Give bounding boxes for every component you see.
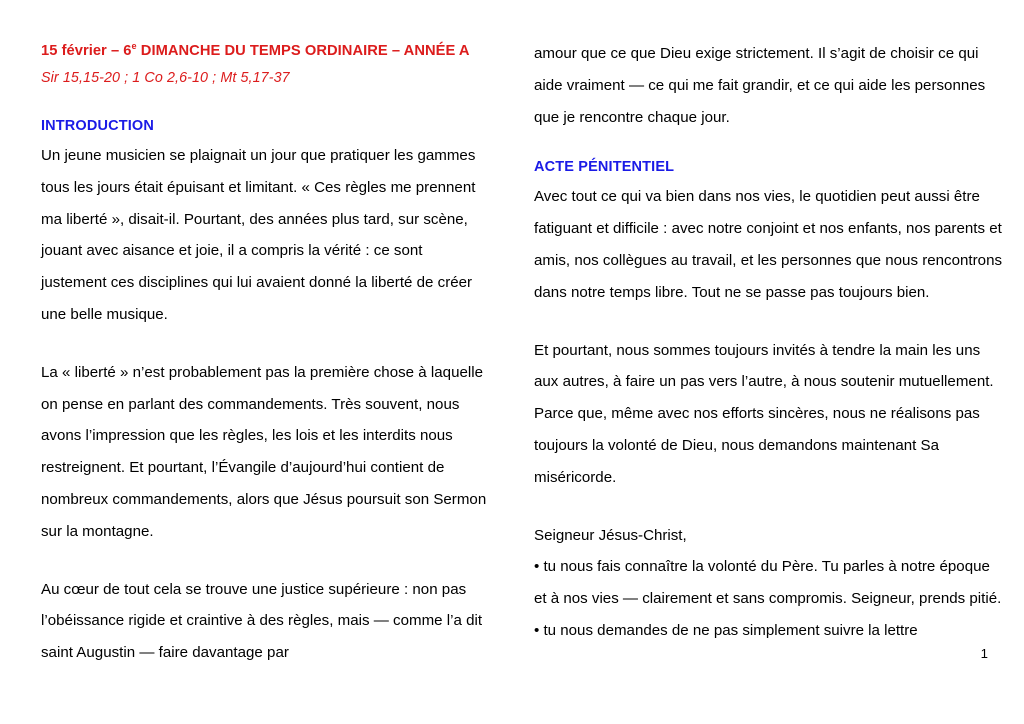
paragraph-intro-3: Au cœur de tout cela se trouve une justice supérieure : non pas l’obéissance rigide et craintive à des règles, mais — comme l’a dit saint Augustin — faire davantage par: [41, 580, 483, 662]
paragraph-intro-1: Un jeune musicien se plaignait un jour que pratiquer les gammes tous les jours était épuisant et limitant. « Ces règles me prennent ma liberté », disait-il. Pourtant, des années plus tard, sur scène, jouant avec aisance et joie, il a compris la vérité : ce sont justement ces disciplines qui lui avaient donné la liberté de créer une belle musique.: [41, 147, 476, 323]
paragraph-penitential-2: Et pourtant, nous sommes toujours invités à tendre la main les uns aux autres, à faire un pas vers l’autre, à nous soutenir mutuellement. Parce que, même avec nos efforts sincères, nous ne réalisons pas toujours la volonté de Dieu, nous demandons maintenant Sa miséricorde.: [534, 341, 994, 486]
scripture-readings: Sir 15,15-20 ; 1 Co 2,6-10 ; Mt 5,17-37: [41, 70, 290, 86]
prayer-petition-2: • tu nous demandes de ne pas simplement suivre la lettre: [534, 621, 918, 639]
prayer-invocation: Seigneur Jésus-Christ,: [534, 526, 687, 544]
prayer-block: [534, 520, 1006, 647]
paragraph-intro-2: La « liberté » n’est probablement pas la première chose à laquelle on pense en parlant des commandements. Très souvent, nous avons l’impression que les règles, les lois et les interdits nous restreignent. Et pourtant, l’Évangile d’aujourd’hui contient de nombreux commandements, alors que Jésus poursuit son Sermon sur la montagne.: [41, 363, 487, 540]
title-suffix: DIMANCHE DU TEMPS ORDINAIRE – ANNÉE A: [136, 43, 470, 59]
title-ordinal-superscript: e: [131, 41, 137, 52]
heading-acte-penitentiel: ACTE PÉNITENTIEL: [534, 159, 675, 176]
right-column: [512, 0, 1024, 647]
prayer-petition-1: • tu nous fais connaître la volonté du Père. Tu parles à notre époque et à nos vies — clairement et sans compromis. Seigneur, prends pitié.: [534, 558, 1002, 608]
title-prefix: 15 février – 6: [41, 43, 132, 59]
page-number: 1: [980, 646, 988, 661]
heading-introduction: INTRODUCTION: [41, 118, 154, 134]
left-column: [0, 0, 512, 669]
paragraph-penitential-1: Avec tout ce qui va bien dans nos vies, le quotidien peut aussi être fatiguant et difficile : avec notre conjoint et nos enfants, nos parents et amis, nos collègues au travail, et les personnes que nous rencontrons dans notre temps libre. Tout ne se passe pas toujours bien.: [534, 188, 1003, 301]
document-title: [41, 38, 490, 65]
paragraph-intro-continuation: amour que ce que Dieu exige strictement. Il s’agit de choisir ce qui aide vraiment — ce qui me fait grandir, et ce qui aide les personnes que je rencontre chaque jour.: [534, 45, 986, 126]
